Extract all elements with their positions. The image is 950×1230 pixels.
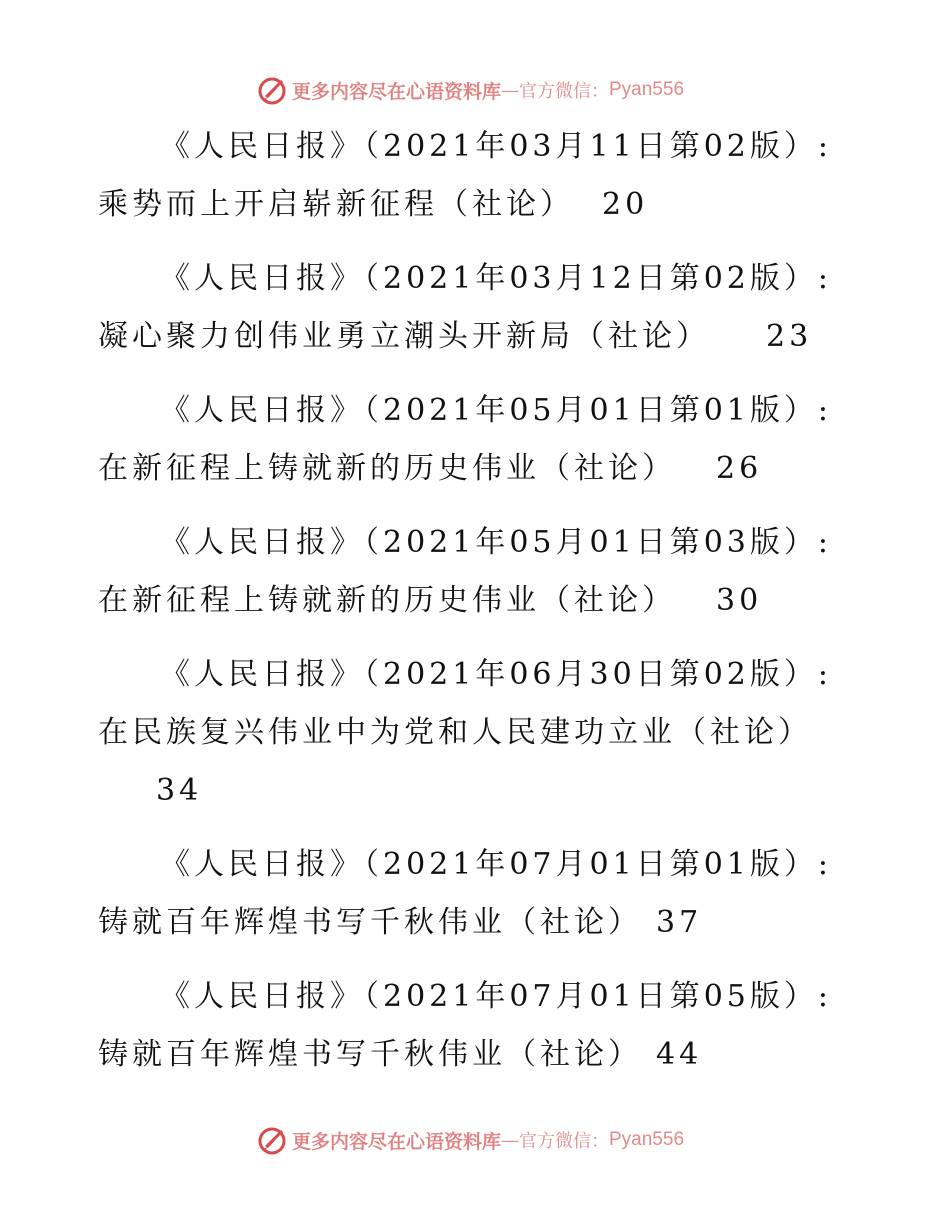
toc-entry-title: 乘势而上开启崭新征程（社论） [98, 187, 574, 222]
watermark-content [256, 1124, 684, 1156]
watermark-main-text: 更多内容尽在心语资料库 [291, 80, 501, 103]
watermark-sub-text: 官方微信： [519, 81, 609, 102]
toc-entry-source: 《人民日报》（2021年03月12日第02版）: [160, 261, 832, 296]
brush-logo-icon [256, 1124, 288, 1156]
watermark-banner-bottom [0, 1120, 950, 1160]
toc-entry-page: 26 [716, 451, 763, 486]
toc-entry-source: 《人民日报》（2021年05月01日第03版）: [160, 525, 832, 560]
toc-entry [98, 382, 838, 498]
toc-entry-page: 44 [656, 1037, 703, 1072]
toc-entry-title-line [98, 894, 838, 952]
toc-entry-title: 凝心聚力创伟业勇立潮头开新局（社论） [98, 319, 710, 354]
toc-entry-title: 在民族复兴伟业中为党和人民建功立业（社论） [98, 715, 812, 750]
watermark-content [256, 74, 684, 106]
watermark-wechat-id: Pyan556 [609, 1129, 685, 1150]
toc-entry-title-line [98, 440, 838, 498]
toc-entry [98, 836, 838, 952]
toc-entry [98, 250, 838, 366]
toc-entry-title: 在新征程上铸就新的历史伟业（社论） [98, 451, 676, 486]
toc-entry-source: 《人民日报》（2021年07月01日第05版）: [160, 979, 832, 1014]
toc-entry-page: 20 [602, 187, 649, 222]
toc-entry-title-line [98, 1026, 838, 1084]
toc-entry-page: 23 [766, 319, 813, 354]
brush-logo-icon [256, 74, 288, 106]
toc-entry-page: 37 [656, 905, 703, 940]
toc-list [98, 118, 838, 1100]
watermark-banner-top [0, 70, 950, 110]
toc-entry-title: 铸就百年辉煌书写千秋伟业（社论） [98, 1037, 642, 1072]
toc-entry [98, 118, 838, 234]
toc-entry-title-line [98, 176, 838, 234]
toc-entry-source: 《人民日报》（2021年05月01日第01版）: [160, 393, 832, 428]
watermark-separator: — [501, 1129, 519, 1151]
toc-entry [98, 646, 838, 820]
toc-entry-title: 铸就百年辉煌书写千秋伟业（社论） [98, 905, 642, 940]
watermark-main-text: 更多内容尽在心语资料库 [291, 1130, 501, 1153]
toc-entry-title: 在新征程上铸就新的历史伟业（社论） [98, 583, 676, 618]
toc-entry-source: 《人民日报》（2021年06月30日第02版）: [160, 657, 832, 692]
toc-entry-title-line [98, 572, 838, 630]
toc-entry-source: 《人民日报》（2021年07月01日第01版）: [160, 847, 832, 882]
toc-entry-title-line [98, 308, 838, 366]
toc-entry [98, 514, 838, 630]
toc-entry [98, 968, 838, 1084]
toc-entry-source: 《人民日报》（2021年03月11日第02版）: [160, 129, 832, 164]
toc-entry-page: 30 [716, 583, 763, 618]
watermark-wechat-id: Pyan556 [609, 79, 685, 100]
watermark-sub-text: 官方微信： [519, 1131, 609, 1152]
watermark-separator: — [501, 79, 519, 101]
toc-entry-page: 34 [156, 773, 203, 808]
